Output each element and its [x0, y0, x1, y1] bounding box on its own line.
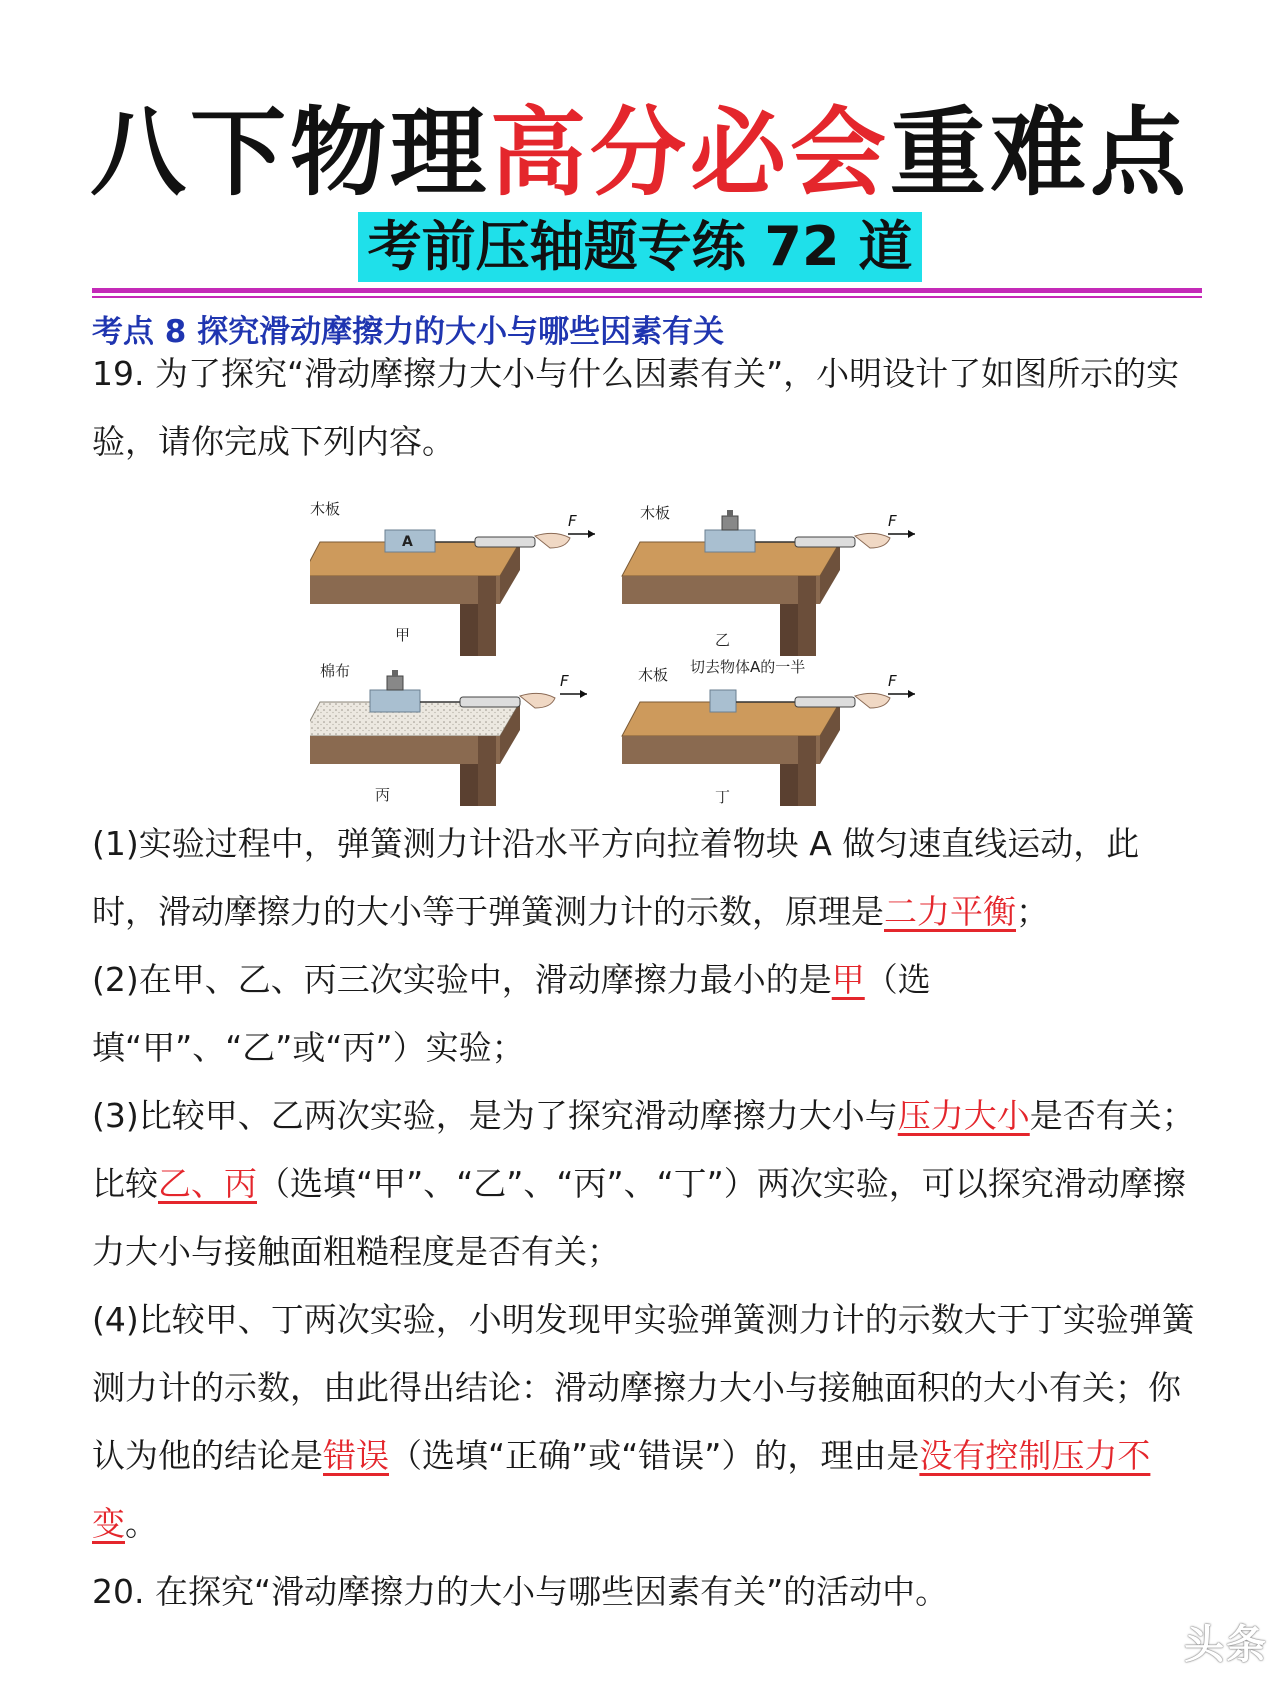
cut-note: 切去物体A的一半: [690, 658, 806, 676]
part2-text: (2)在甲、乙、丙三次实验中，滑动摩擦力最小的是: [92, 960, 832, 999]
panel-caption: 乙: [715, 631, 731, 649]
force-label: F: [560, 672, 569, 690]
panel-ding: [622, 658, 915, 806]
part1-answer: 二力平衡: [884, 892, 1016, 931]
title-prefix: 八下物理: [90, 97, 490, 209]
panel-yi: [622, 504, 915, 656]
part3-answer-2: 乙、丙: [158, 1164, 257, 1203]
surface-label: 木板: [638, 666, 669, 684]
q19-stem: 19. 为了探究“滑动摩擦力大小与什么因素有关”，小明设计了如图所示的实验，请你完成下列内容。: [92, 354, 1180, 461]
q19-part3: [92, 1082, 1202, 1286]
part3-mid: 是否有关；比较: [92, 1096, 1195, 1203]
part4-text: (4)比较甲、丁两次实验，小明发现甲实验弹簧测力计的示数大于丁实验弹簧测力计的示数，由此得出结论：滑动摩擦力大小与接触面积的大小有关；你认为他的结论是: [92, 1300, 1195, 1475]
part4-answer-2: 没有控制压力不变: [92, 1436, 1151, 1543]
page-title: [0, 98, 1280, 208]
panel-caption: 甲: [395, 626, 411, 644]
part1-text: (1)实验过程中，弹簧测力计沿水平方向拉着物块 A 做匀速直线运动，此时，滑动摩擦力的大小等于弹簧测力计的示数，原理是: [92, 824, 1140, 931]
panel-bing: [310, 662, 587, 806]
q19-part2: [92, 946, 1202, 1082]
part4-answer-1: 错误: [323, 1436, 389, 1475]
experiment-diagram: [310, 500, 970, 810]
q20-stem: 20. 在探究“滑动摩擦力的大小与哪些因素有关”的活动中。: [92, 1572, 949, 1611]
panel-jia: [310, 500, 595, 656]
title-highlight: 高分必会: [490, 97, 890, 209]
force-label: F: [568, 512, 577, 530]
part2-tail: （选填“甲”、“乙”或“丙”）实验；: [92, 960, 931, 1067]
subtitle-wrap: [0, 212, 1280, 282]
force-label: F: [888, 512, 897, 530]
divider-line-thin: [92, 296, 1202, 298]
part3-answer-1: 压力大小: [897, 1096, 1030, 1135]
section-heading: 考点 8 探究滑动摩擦力的大小与哪些因素有关: [92, 314, 725, 350]
force-label: F: [888, 672, 897, 690]
surface-label: 棉布: [320, 662, 351, 680]
subtitle: 考前压轴题专练 72 道: [358, 212, 923, 282]
divider-line: [92, 288, 1202, 293]
panel-caption: 丙: [375, 786, 391, 804]
panel-caption: 丁: [715, 788, 731, 806]
block-label: A: [402, 534, 413, 550]
part2-answer: 甲: [831, 960, 865, 999]
part3-text: (3)比较甲、乙两次实验，是为了探究滑动摩擦力大小与: [92, 1096, 898, 1135]
experiment-figure: [310, 500, 970, 810]
part4-mid: （选填“正确”或“错误”）的，理由是: [389, 1436, 920, 1475]
surface-label: 木板: [640, 504, 671, 522]
q19-part4: [92, 1286, 1202, 1558]
part3-tail: （选填“甲”、“乙”、“丙”、“丁”）两次实验，可以探究滑动摩擦力大小与接触面粗糙程度是否有关；: [92, 1164, 1186, 1271]
surface-label: 木板: [310, 500, 341, 518]
title-suffix: 重难点: [890, 97, 1190, 209]
watermark: 头条: [1184, 1622, 1268, 1668]
q19-part1: [92, 810, 1202, 946]
part4-tail: 。: [125, 1504, 158, 1543]
part1-tail: ；: [1016, 892, 1049, 931]
